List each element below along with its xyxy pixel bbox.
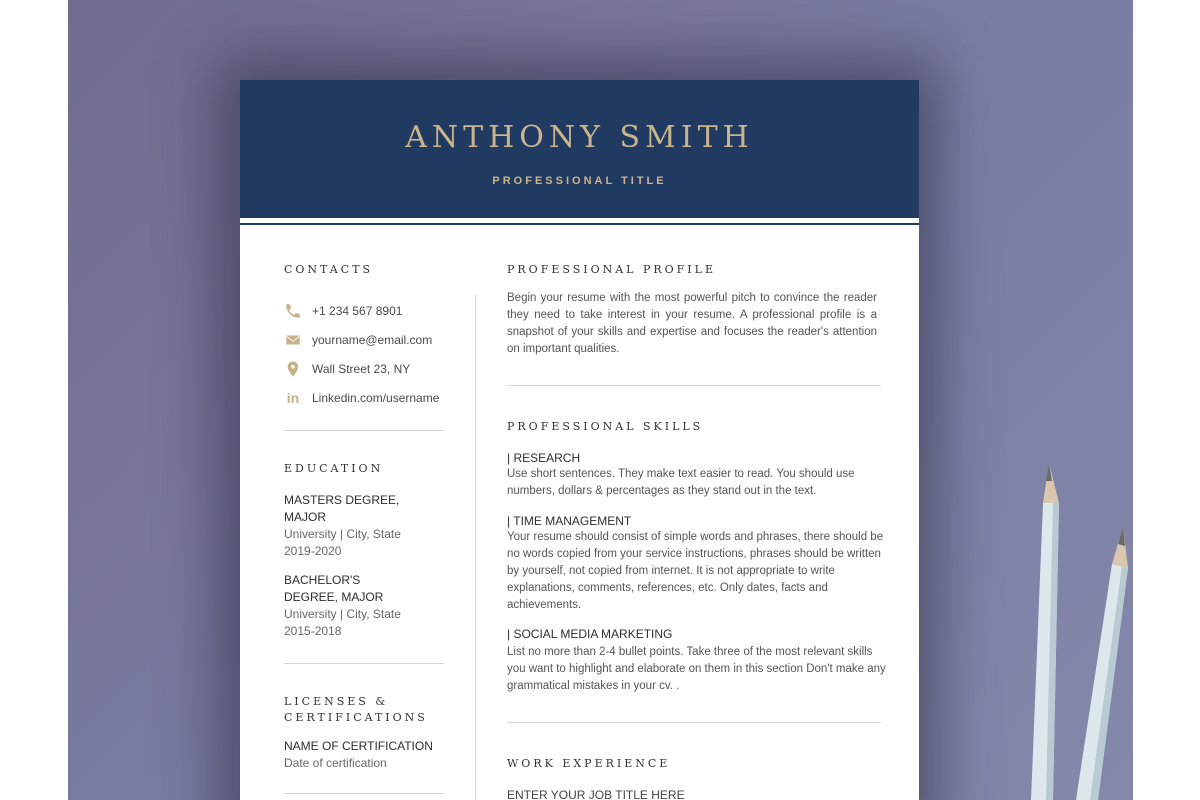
skills-divider bbox=[507, 722, 881, 723]
skill-text-time-management: Your resume should consist of simple words and phrases, there should be no words copied from your service instructions, phrases should be written by yourself, not copied from internet. It is not appropriate to write explanations, comments, references, etc. Only dates, facts and achievements. bbox=[507, 531, 884, 611]
envelope-icon bbox=[284, 331, 302, 349]
header-rule bbox=[240, 223, 919, 225]
profile-heading: PROFESSIONAL PROFILE bbox=[507, 263, 716, 276]
education-degree-1-line2: MAJOR bbox=[284, 510, 326, 524]
contact-linkedin-text: Linkedin.com/username bbox=[312, 391, 440, 405]
professional-title: PROFESSIONAL TITLE bbox=[492, 175, 667, 187]
certification-date: Date of certification bbox=[284, 756, 387, 770]
location-pin-icon bbox=[284, 360, 302, 378]
education-divider bbox=[284, 663, 444, 664]
work-heading: WORK EXPERIENCE bbox=[507, 757, 671, 770]
certification-name: NAME OF CERTIFICATION bbox=[284, 739, 433, 753]
licenses-heading-line2: CERTIFICATIONS bbox=[284, 711, 428, 724]
skill-title-research: | RESEARCH bbox=[507, 451, 581, 465]
education-degree-2-line1: BACHELOR'S bbox=[284, 573, 361, 587]
education-school-1: University | City, State bbox=[284, 527, 401, 541]
phone-icon bbox=[284, 302, 302, 320]
skill-title-social-media: | SOCIAL MEDIA MARKETING bbox=[507, 627, 673, 641]
pencil-left-icon bbox=[1013, 455, 1073, 800]
contact-phone-text: +1 234 567 8901 bbox=[312, 304, 403, 318]
education-years-1: 2019-2020 bbox=[284, 544, 342, 558]
education-degree-2-line2: DEGREE, MAJOR bbox=[284, 590, 384, 604]
skill-text-social-media: List no more than 2-4 bullet points. Take three of the most relevant skills you want to highlight and elaborate on them in this section Don't make any grammatical mistakes in your cv. . bbox=[507, 646, 886, 692]
skills-heading: PROFESSIONAL SKILLS bbox=[507, 420, 704, 433]
resume-name: ANTHONY SMITH bbox=[405, 120, 754, 155]
profile-divider bbox=[507, 385, 881, 386]
skill-text-research: Use short sentences. They make text easier to read. You should use numbers, dollars & percentages as they stand out in the text. bbox=[507, 468, 855, 497]
skill-title-time-management: | TIME MANAGEMENT bbox=[507, 514, 632, 528]
licenses-divider bbox=[284, 793, 444, 794]
education-degree-1-line1: MASTERS DEGREE, bbox=[284, 493, 400, 507]
education-heading: EDUCATION bbox=[284, 462, 384, 475]
resume-header bbox=[240, 80, 919, 218]
column-divider bbox=[475, 295, 476, 800]
contacts-divider bbox=[284, 430, 444, 431]
resume-page bbox=[240, 80, 919, 800]
work-job-title: ENTER YOUR JOB TITLE HERE bbox=[507, 788, 685, 800]
education-school-2: University | City, State bbox=[284, 607, 401, 621]
pencil-right-icon bbox=[1068, 520, 1133, 800]
contact-email-text: yourname@email.com bbox=[312, 333, 433, 347]
education-years-2: 2015-2018 bbox=[284, 624, 342, 638]
contact-address-text: Wall Street 23, NY bbox=[312, 362, 411, 376]
profile-text: Begin your resume with the most powerful pitch to convince the reader they need to take interest in your resume. A professional profile is a snapshot of your skills and expertise and focuses the reader's attention on important qualities. bbox=[507, 292, 877, 355]
contacts-heading: CONTACTS bbox=[284, 263, 374, 276]
licenses-heading-line1: LICENSES & bbox=[284, 695, 389, 708]
linkedin-icon: in bbox=[286, 390, 300, 406]
